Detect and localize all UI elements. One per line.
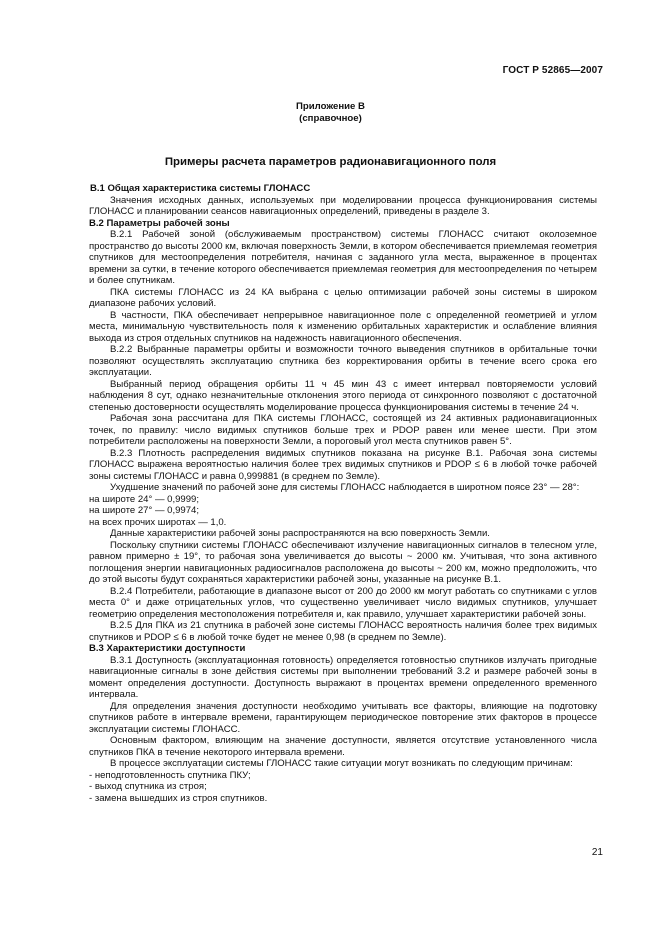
page-number: 21 (591, 847, 603, 858)
paragraph: В.2.5 Для ПКА из 21 спутника в рабочей зоне системы ГЛОНАСС вероятность наличия более трех видимых спутников и PDOP ≤ 6 в любой точке будет не менее 0,98 (в среднем по Земле). (89, 620, 597, 643)
paragraph: Ухудшение значений по рабочей зоне для системы ГЛОНАСС наблюдается в широтном поясе 23° — 28°: (110, 482, 580, 493)
list-item: - выход спутника из строя; (89, 781, 207, 792)
paragraph: Выбранный период обращения орбиты 11 ч 45 мин 43 с имеет интервал повторяемости условий наблюдения 8 сут, однако незначительные отклонения этого периода от синхронного позволяют с достаточной степенью достоверности осуществлять моделирование процесса функционирования системы в течение 24 ч. (89, 378, 597, 413)
paragraph: В.2.3 Плотность распределения видимых спутников показана на рисунке В.1. Рабочая зона системы ГЛОНАСС выражена вероятностью наличия более трех видимых спутников и PDOP ≤ 6 в любой точке рабочей зоны системы ГЛОНАСС и равна 0,999881 (в среднем по Земле). (89, 447, 597, 482)
paragraph: Данные характеристики рабочей зоны распространяются на всю поверхность Земли. (110, 528, 490, 539)
list-item: на всех прочих широтах — 1,0. (89, 516, 227, 528)
paragraph: Основным фактором, влияющим на значение доступности, является отсутствие установленного числа спутников ПКА в течение некоторого интервала времени. (89, 735, 597, 758)
list-item: на широте 24° — 0,9999; (89, 493, 200, 505)
section-heading-b3: В.3 Характеристики доступности (89, 643, 246, 654)
paragraph: ПКА системы ГЛОНАСС из 24 КА выбрана с целью оптимизации рабочей зоны системы в широком диапазоне рабочих условий. (89, 286, 597, 309)
paragraph: В.2.1 Рабочей зоной (обслуживаемым пространством) системы ГЛОНАСС считают околоземное пространство до высоты 2000 км, включая поверхность Земли, в котором обеспечивается приемлемая геометрия спутников для местоопределения потребителя, начиная с заданного угла места, выраженное в процентах времени за сутки, в течение которого обеспечивается приемлемая геометрия для местоопределения по четырем и более спутникам. (89, 229, 597, 286)
paragraph: Рабочая зона рассчитана для ПКА системы ГЛОНАСС, состоящей из 24 активных радионавигационных точек, по правилу: число видимых спутников больше трех и PDOP равен или менее шести. При этом потребители расположены на поверхности Земли, а пороговый угол места спутников равен 5°. (89, 413, 597, 447)
list-item: на широте 27° — 0,9974; (89, 505, 200, 516)
document-standard-id: ГОСТ Р 52865—2007 (502, 65, 603, 76)
list-item: - замена вышедших из строя спутников. (89, 792, 268, 804)
section-heading-b1: В.1 Общая характеристика системы ГЛОНАСС (90, 183, 311, 194)
paragraph: В.2.2 Выбранные параметры орбиты и возможности точного выведения спутников в орбитальные точки позволяют осуществлять эксплуатацию спутника без корректирования орбиты в течение всего срока его эксплуатации. (89, 344, 597, 378)
page-title: Примеры расчета параметров радионавигационного поля (164, 156, 497, 168)
paragraph: Поскольку спутники системы ГЛОНАСС обеспечивают излучение навигационных сигналов в телесном угле, равном примерно ± 19°, то рабочая зона увеличивается до высоты ~ 2000 км. Учитывая, что зона активного поглощения энергии навигационных радиосигналов расположена до высоты ~ 200 км, можно предположить, что до этой высоты будут сохраняться характеристики рабочей зоны, указанные на рисунке В.1. (89, 539, 597, 585)
paragraph: В частности, ПКА обеспечивает непрерывное навигационное поле с определенной геометрией и углом места, минимальную чувствительность поля к изменению орбитальных характеристик и ослабление влияния выхода из строя отдельных спутников на надежность навигационного обеспечения. (89, 309, 597, 344)
paragraph: Для определения значения доступности необходимо учитывать все факторы, влияющие на подготовку спутников работе в интервале времени, гарантирующем периодическое повторение этих факторов в процессе эксплуатации системы ГЛОНАСС. (89, 700, 597, 735)
paragraph: В.3.1 Доступность (эксплуатационная готовность) определяется готовностью спутников излучать пригодные навигационные сигналы в зоне действия системы при выполнении требований 3.2 и размере рабочей зоны в момент определения доступности. Доступность выражают в процентах времени определенного временного интервала. (89, 654, 597, 700)
appendix-label: Приложение В (296, 101, 365, 112)
appendix-note: (справочное) (299, 113, 362, 124)
paragraph: В процессе эксплуатации системы ГЛОНАСС такие ситуации могут возникать по следующим причинам: (110, 758, 573, 769)
list-item: - неподготовленность спутника ПКУ; (89, 769, 251, 781)
paragraph: В.2.4 Потребители, работающие в диапазоне высот от 200 до 2000 км могут работать со спутниками с углов места 0° и даже отрицательных углов, что существенно увеличивает число видимых спутников, улучшает геометрию определения местоположения потребителя и, как правило, улучшает характеристики рабочей зоны. (89, 585, 597, 620)
paragraph: Значения исходных данных, используемых при моделировании процесса функционирования системы ГЛОНАСС и планировании сеансов навигационных определений, приведены в разделе 3. (89, 194, 597, 217)
section-heading-b2: В.2 Параметры рабочей зоны (89, 217, 230, 229)
document-body (89, 183, 597, 804)
